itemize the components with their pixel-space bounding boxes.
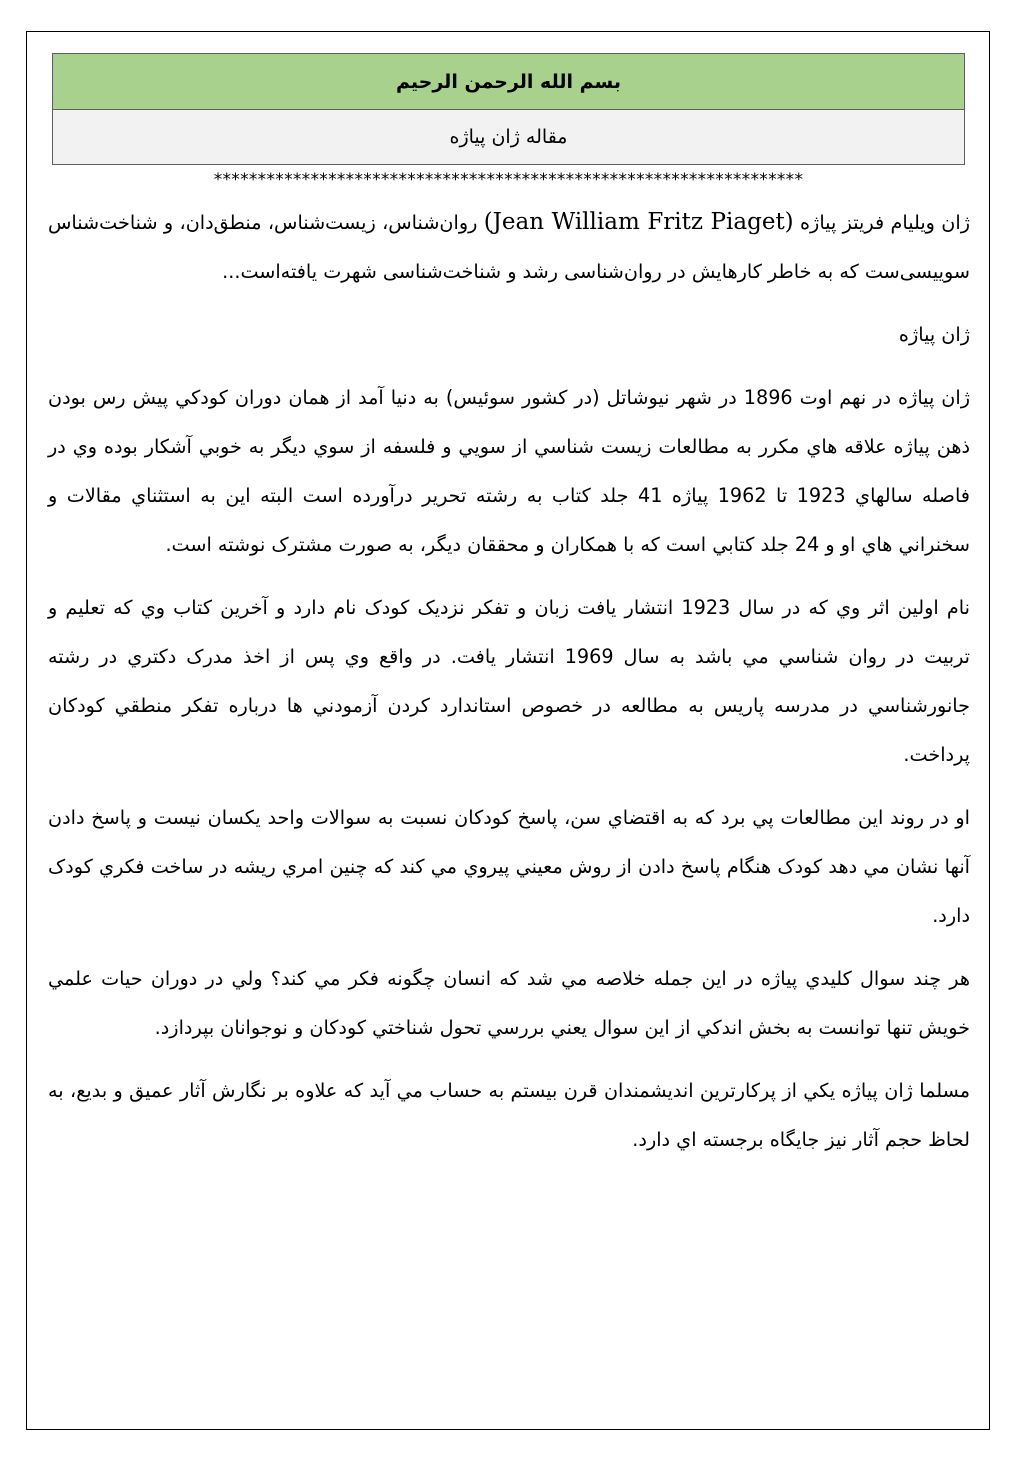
- header-table: [52, 53, 965, 165]
- intro-text-start: ژان ویلیام فریتز پیاژه: [793, 211, 970, 234]
- paragraph-2: نام اولین اثر وي که در سال 1923 انتشار یافت زبان و تفکر نزدیک کودک نام دارد و آخرین کتاب وي که تعلیم و تربیت در روان شناسي مي باشد به سال 1969 انتشار یافت. در واقع وي پس از اخذ مدرک دکتري در رشته جانورشناسي در مدرسه پاریس به مطالعه در خصوص استاندارد کردن آزمودني ها درباره تفکر منطقي کودکان پرداخت.: [48, 596, 971, 766]
- paragraph-4: هر چند سوال کلیدي پیاژه در این جمله خلاصه مي شد که انسان چگونه فکر مي کند؟ ولي در دوران حیات علمي خویش تنها توانست به بخش اندکي از این سوال یعني بررسي تحول شناختي کودکان و نوجوانان بپردازد.: [48, 967, 970, 1039]
- article-body: [48, 198, 970, 1178]
- intro-text-end: روان‌شناس، زیست‌شناس، منطق‌دان، و شناخت‌شناس سوییسی‌ست که به خاطر کارهایش در روان‌شناسی رشد و شناخت‌شناسی شهرت یافته‌است...: [48, 211, 970, 283]
- star-separator: *******************************************************************: [213, 170, 804, 190]
- document-subtitle: مقاله ژان پیاژه: [53, 110, 965, 165]
- paragraph-5: مسلما ژان پیاژه یکي از پرکارترین اندیشمندان قرن بیستم به حساب مي آید که علاوه بر نگارش آثار عمیق و بدیع، به لحاظ حجم آثار نیز جایگاه برجسته اي دارد.: [48, 1079, 970, 1151]
- section-heading: ژان پیاژه: [898, 323, 970, 346]
- paragraph-3: او در روند این مطالعات پي برد که به اقتضاي سن، پاسخ کودکان نسبت به سوالات واحد یکسان نیست و پاسخ دادن آنها نشان مي دهد کودک هنگام پاسخ دادن از روش معیني پیروي مي کند که چنین امري ریشه در ساخت فکري کودک دارد.: [48, 806, 970, 927]
- document-title: بسم الله الرحمن الرحيم: [53, 54, 965, 110]
- latin-name: (Jean William Fritz Piaget): [483, 209, 794, 235]
- paragraph-1: ژان پیاژه در نهم اوت 1896 در شهر نیوشاتل (در کشور سوئیس) به دنیا آمد از همان دوران کودکي پیش رس بودن ذهن پیاژه علاقه هاي مکرر به مطالعات زیست شناسي از سويي و فلسفه از سوي دیگر به خوبي آشکار بوده وي در فاصله سالهاي 1923 تا 1962 پیاژه 41 جلد کتاب به رشته تحریر درآورده است البته این به استثناي مقالات و سخنراني هاي او و 24 جلد کتابي است که با همکاران و محققان دیگر، به صورت مشترک نوشته است.: [48, 386, 970, 556]
- intro-paragraph: [48, 198, 970, 296]
